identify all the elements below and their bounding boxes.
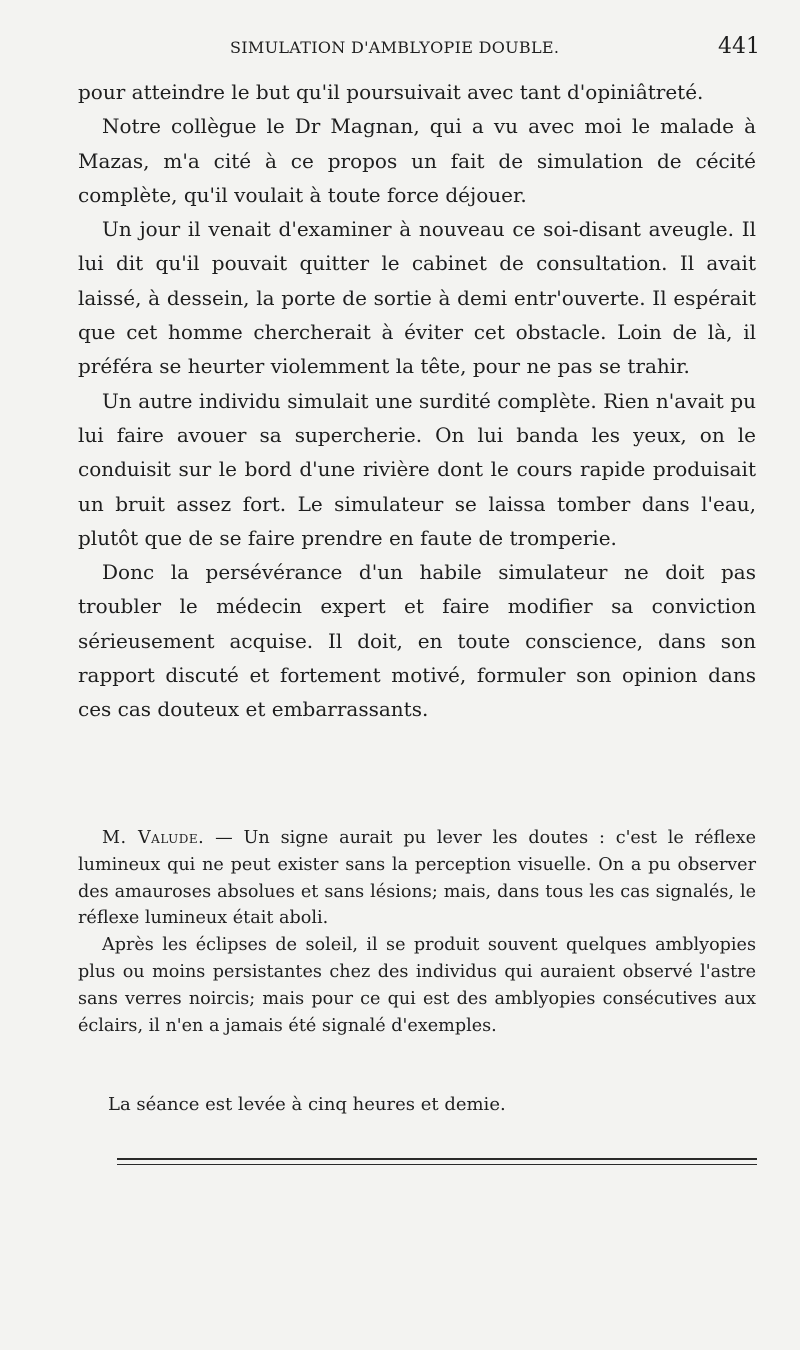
discussion-paragraph-eclipses: Après les éclipses de soleil, il se produit souvent quelques amblyopies plus ou moins persistantes chez des individus qui auraient observé l'astre sans verres noircis; mais pour ce qui est des amblyopies consécutives aux éclairs, il n'en a jamais été signalé d'exemples. <box>78 935 756 1036</box>
closing-line: La séance est levée à cinq heures et demie. <box>108 1094 506 1115</box>
page-number: 441 <box>718 34 760 59</box>
paragraph-continuation: pour atteindre le but qu'il poursuivait avec tant d'opiniâtreté. <box>78 80 704 104</box>
discussion-section <box>78 825 756 1039</box>
page-header <box>70 34 760 64</box>
paragraph-magnan: Notre collègue le Dr Magnan, qui a vu avec moi le malade à Mazas, m'a cité à ce propos un fait de simulation de cécité complète, qu'il voulait à toute force déjouer. <box>78 114 756 207</box>
section-divider-thick <box>117 1158 757 1160</box>
speaker-name: M. Valude. <box>102 828 205 848</box>
discussion-text: — Un signe aurait pu lever les doutes : c'est le réflexe lumineux qui ne peut exister sans la perception visuelle. On a pu observer des amauroses absolues et sans lésions; mais, dans tous les cas signalés, le réflexe lumineux était aboli. <box>78 828 756 929</box>
main-text <box>78 75 756 727</box>
paragraph-blind-simulator: Un jour il venait d'examiner à nouveau ce soi-disant aveugle. Il lui dit qu'il pouvait quitter le cabinet de consultation. Il avait laissé, à dessein, la porte de sortie à demi entr'ouverte. Il espérait que cet homme chercherait à éviter cet obstacle. Loin de là, il préféra se heurter violemment la tête, pour ne pas se trahir. <box>78 217 756 379</box>
paragraph-conclusion: Donc la persévérance d'un habile simulateur ne doit pas troubler le médecin expert et faire modifier sa conviction sérieusement acquise. Il doit, en toute conscience, dans son rapport discuté et fortement motivé, formuler son opinion dans ces cas douteux et embarrassants. <box>78 560 756 722</box>
discussion-paragraph-valude <box>78 825 756 932</box>
running-title: SIMULATION D'AMBLYOPIE DOUBLE. <box>230 38 560 57</box>
paragraph-deaf-simulator: Un autre individu simulait une surdité complète. Rien n'avait pu lui faire avouer sa supercherie. On lui banda les yeux, on le conduisit sur le bord d'une rivière dont le cours rapide produisait un bruit assez fort. Le simulateur se laissa tomber dans l'eau, plutôt que de se faire prendre en faute de tromperie. <box>78 388 756 550</box>
section-divider-thin <box>117 1164 757 1165</box>
